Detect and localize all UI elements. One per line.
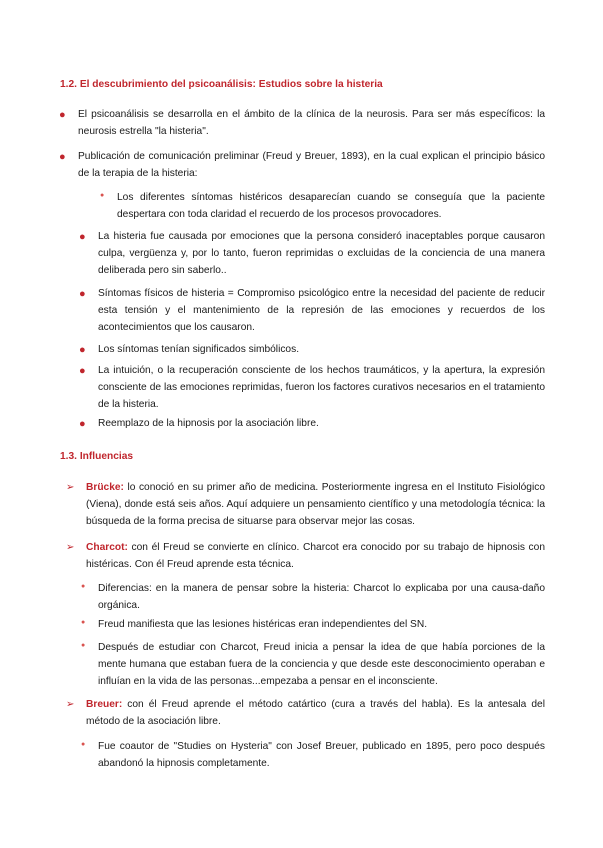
section-heading-1-2: 1.2. El descubrimiento del psicoanálisis: Estudios sobre la histeria <box>60 79 383 90</box>
list-item: Después de estudiar con Charcot, Freud inicia a pensar la idea de que había porciones de la mente humana que estaban fuera de la conciencia y que desde este desconocimiento operaban e influían en la vida de las personas...empezaba a pensar en el inconsciente. <box>98 642 545 687</box>
influence-name: Breuer: <box>86 699 123 710</box>
influence-text: lo conoció en su primer año de medicina. Posteriormente ingresa en el Instituto Fisiológico (Viena), donde está seis años. Aquí adquiere un pensamiento científico y una metodología técnica: la búsqueda de la forma precisa de situarse para observar mejor las cosas. <box>86 482 545 527</box>
list-item: Freud manifiesta que las lesiones histéricas eran independientes del SN. <box>98 619 428 630</box>
list-item: Fue coautor de "Studies on Hysteria" con Josef Breuer, publicado en 1895, pero poco después abandonó la hipnosis completamente. <box>98 741 545 769</box>
arrow-icon: ➢ <box>66 699 75 710</box>
influence-name: Brücke: <box>86 482 124 493</box>
list-item: Los diferentes síntomas histéricos desaparecían cuando se conseguía que la paciente despertara con toda claridad el recuerdo de los procesos provocadores. <box>117 192 545 220</box>
bullet-icon: ● <box>59 151 66 163</box>
list-item: La intuición, o la recuperación consciente de los hechos traumáticos, y la apertura, la expresión consciente de las emociones reprimidas, fueron los factores curativos necesarios en el tratamiento de la histeria. <box>98 365 545 410</box>
section-heading-1-3: 1.3. Influencias <box>60 451 134 462</box>
bullet-icon: ● <box>79 288 86 300</box>
sub-bullet-icon: ● <box>81 619 86 626</box>
list-item: La histeria fue causada por emociones que la persona consideró inaceptables porque causaron culpa, vergüenza y, por lo tanto, fueron reprimidas o excluidas de la conciencia de una manera deliberada pero sin saberlo.. <box>98 231 545 276</box>
list-item: Diferencias: en la manera de pensar sobre la histeria: Charcot lo explicaba por una causa-daño orgánica. <box>98 583 545 611</box>
bullet-icon: ● <box>79 231 86 243</box>
sub-bullet-icon: ● <box>81 583 86 590</box>
arrow-icon: ➢ <box>66 482 75 493</box>
sub-bullet-icon: ● <box>100 192 105 199</box>
bullet-icon: ● <box>79 418 86 430</box>
list-item: Síntomas físicos de histeria = Compromiso psicológico entre la necesidad del paciente de reducir esta tensión y el mantenimiento de la represión de las emociones y recuerdos de los acontecimientos que los causaron. <box>98 288 545 333</box>
influence-text: con él Freud aprende el método catártico (cura a través del habla). Es la antesala del método de la asociación libre. <box>86 699 545 727</box>
influence-text: con él Freud se convierte en clínico. Charcot era conocido por su trabajo de hipnosis con histéricas. Con él Freud aprende esta técnica. <box>86 542 545 570</box>
bullet-icon: ● <box>79 344 86 356</box>
list-item: El psicoanálisis se desarrolla en el ámbito de la clínica de la neurosis. Para ser más específicos: la neurosis estrella "la histeria". <box>78 109 545 137</box>
influence-breuer <box>86 696 545 730</box>
bullet-icon: ● <box>59 109 66 121</box>
sub-bullet-icon: ● <box>81 642 86 649</box>
bullet-icon: ● <box>79 365 86 377</box>
influence-brucke <box>86 479 545 530</box>
influence-name: Charcot: <box>86 542 128 553</box>
list-item: Reemplazo de la hipnosis por la asociación libre. <box>98 418 319 429</box>
arrow-icon: ➢ <box>66 542 75 553</box>
list-item: Los síntomas tenían significados simbólicos. <box>98 344 300 355</box>
sub-bullet-icon: ● <box>81 741 86 748</box>
influence-charcot <box>86 539 545 573</box>
list-item: Publicación de comunicación preliminar (Freud y Breuer, 1893), en la cual explican el principio básico de la terapia de la histeria: <box>78 151 545 179</box>
